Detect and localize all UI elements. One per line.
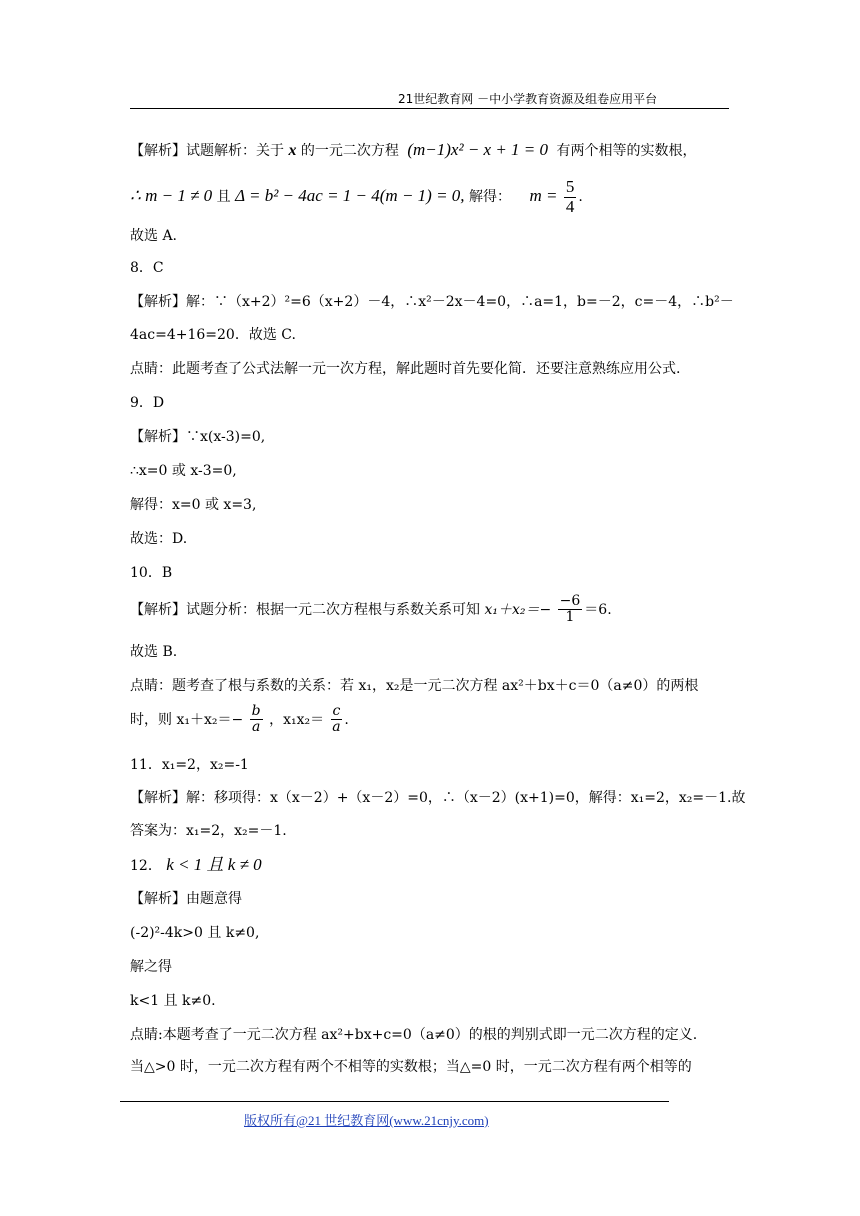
q8-answer: 8．C	[130, 260, 164, 276]
footer-copyright-link[interactable]: 版权所有@21 世纪教育网(www.21cnjy.com)	[244, 1113, 489, 1128]
q7-variable: x	[288, 142, 297, 159]
fraction-numerator: −6	[559, 593, 581, 609]
q7-equation: (m−1)x² − x + 1 = 0	[407, 140, 549, 159]
fraction-numerator: b	[251, 703, 261, 719]
q10-text: ＝6.	[584, 601, 612, 618]
q10-text: ，x₁x₂＝	[269, 711, 325, 728]
q10-line-2: 故选 B.	[130, 644, 178, 660]
q7-text: 且	[216, 189, 231, 206]
header-rule	[130, 108, 729, 109]
q10-line-3: 点睛：题考查了根与系数的关系：若 x₁，x₂是一元二次方程 ax²＋bx＋c＝0（a≠0）的两根	[130, 678, 699, 694]
q9-answer: 9．D	[130, 395, 165, 411]
q9-line-2: ∴x=0 或 x-3=0,	[130, 463, 237, 479]
q12-answer-expression: k < 1 且 k ≠ 0	[166, 855, 262, 874]
q10-line-4	[130, 704, 349, 736]
q10-fraction	[558, 594, 583, 626]
q9-line-3: 解得：x=0 或 x=3,	[130, 497, 257, 513]
q10-fraction-b-a	[250, 704, 263, 736]
fraction-numerator: c	[332, 703, 341, 719]
q7-result: m =	[529, 186, 558, 206]
q11-line-2: 答案为：x₁=2，x₂=－1.	[130, 823, 287, 839]
q11-answer: 11．x₁=2，x₂=-1	[130, 757, 249, 773]
q12-line-5: 点睛:本题考查了一元二次方程 ax²+bx+c=0（a≠0）的根的判别式即一元二次方程的定义.	[130, 1027, 698, 1043]
q12-answer	[130, 855, 262, 875]
q7-text: 的一元二次方程	[300, 143, 399, 159]
q7-discriminant: Δ = b² − 4ac = 1 − 4(m − 1) = 0,	[235, 186, 465, 206]
q12-line-4: k<1 且 k≠0.	[130, 993, 216, 1009]
q12-line-2: (-2)²-4k>0 且 k≠0,	[130, 925, 260, 941]
q12-number: 12．	[130, 858, 162, 874]
fraction-denominator: 4	[565, 196, 575, 216]
q12-line-6: 当△>0 时，一元二次方程有两个不相等的实数根；当△=0 时，一元二次方程有两个相等的	[130, 1059, 692, 1075]
q9-line-4: 故选：D.	[130, 531, 188, 547]
q8-line-3: 点睛：此题考查了公式法解一元一次方程，解此题时首先要化简．还要注意熟练应用公式.	[130, 361, 681, 377]
q12-line-3: 解之得	[130, 959, 172, 975]
q10-answer: 10．B	[130, 565, 173, 581]
q10-text: .	[344, 711, 349, 728]
q8-line-2: 4ac=4+16=20．故选 C.	[130, 327, 296, 343]
q10-fraction-c-a	[331, 704, 343, 736]
q7-line-3: 故选 A.	[130, 228, 178, 244]
fraction-numerator: 5	[565, 177, 575, 196]
fraction-denominator: 1	[565, 609, 575, 626]
fraction-denominator: a	[251, 719, 261, 736]
q7-line-1	[130, 140, 697, 160]
q7-condition: ∴ m − 1 ≠ 0	[130, 186, 213, 206]
fraction-denominator: a	[332, 719, 341, 736]
q9-line-1: 【解析】∵x(x-3)=0,	[130, 429, 266, 445]
q12-line-1: 【解析】由题意得	[130, 891, 242, 907]
q10-text: 【解析】试题分析：根据一元二次方程根与系数关系可知	[130, 601, 480, 618]
page-header-text: 21世纪教育网 －中小学教育资源及组卷应用平台	[398, 92, 658, 106]
q7-text: 解得：	[469, 189, 512, 206]
q7-fraction	[564, 178, 577, 216]
q7-text: 有两个相等的实数根，	[556, 143, 697, 159]
q11-line-1: 【解析】解：移项得：x（x－2）+（x－2）=0，∴（x－2）(x+1)=0，解得：x₁=2，x₂=－1.故	[130, 790, 746, 806]
q10-expression: x₁＋x₂＝−	[484, 601, 552, 618]
q10-text: 时，则 x₁＋x₂＝−	[130, 711, 244, 728]
q7-line-2	[130, 178, 583, 216]
footer-rule	[120, 1101, 669, 1102]
q7-text: .	[578, 189, 583, 206]
q7-text: 【解析】试题解析：关于	[130, 143, 284, 159]
q8-line-1: 【解析】解：∵（x+2）²=6（x+2）－4，∴x²－2x－4=0，∴a=1，b=－2，c=－4，∴b²－	[130, 294, 734, 310]
q10-line-1	[130, 594, 612, 626]
